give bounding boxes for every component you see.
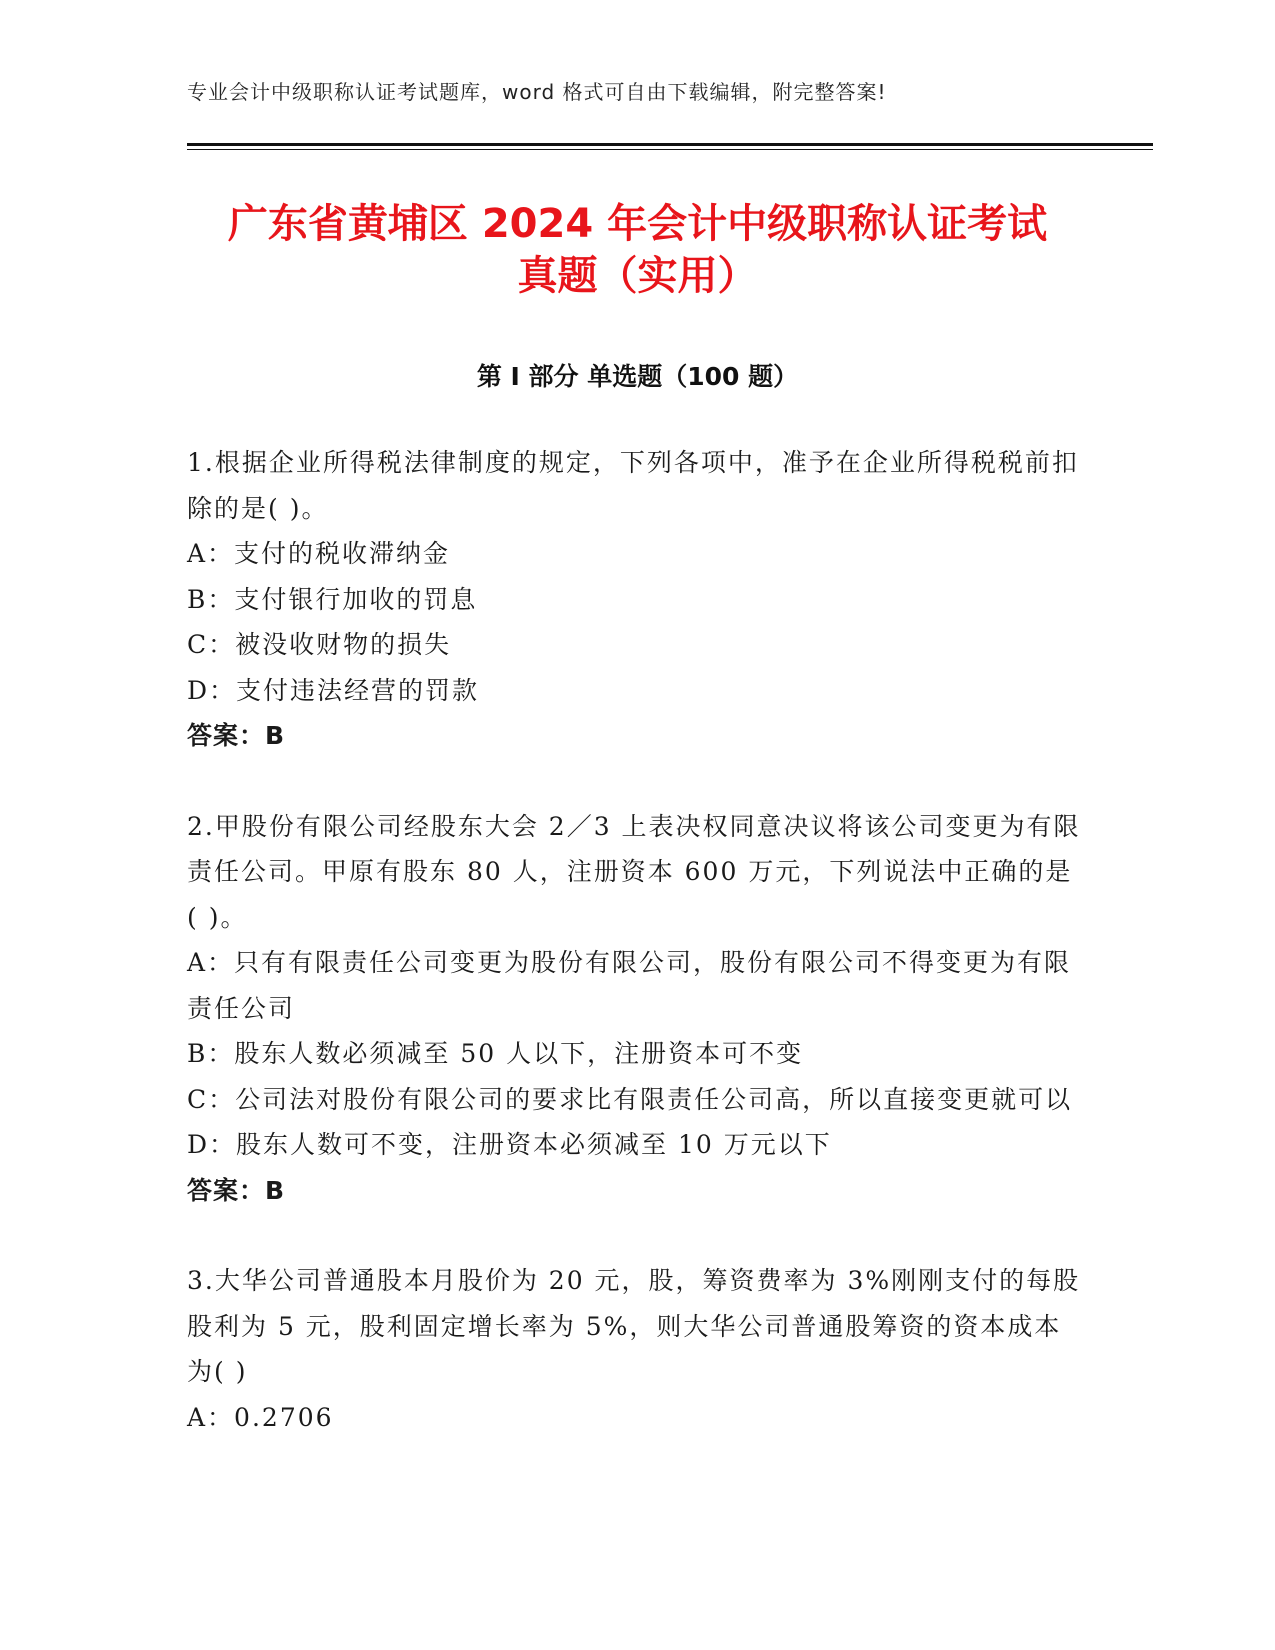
header-rule-thick xyxy=(187,143,1153,146)
title-line-2: 真题（实用） xyxy=(517,253,758,299)
answer: 答案：B xyxy=(187,721,286,750)
option-a: A：只有有限责任公司变更为股份有限公司，股份有限公司不得变更为有限责任公司 xyxy=(187,948,1072,1023)
option-b: B：支付银行加收的罚息 xyxy=(187,584,478,614)
option-c: C：公司法对股份有限公司的要求比有限责任公司高，所以直接变更就可以 xyxy=(187,1084,1073,1114)
option-d: D：股东人数可不变，注册资本必须减至 10 万元以下 xyxy=(187,1130,832,1159)
question-1 xyxy=(187,440,1082,759)
option-b: B：股东人数必须减至 50 人以下，注册资本可不变 xyxy=(187,1039,804,1068)
answer: 答案：B xyxy=(187,1175,286,1205)
header-note: 专业会计中级职称认证考试题库，word 格式可自由下载编辑，附完整答案! xyxy=(187,80,887,104)
question-stem: 2.甲股份有限公司经股东大会 2／3 上表决权同意决议将该公司变更为有限责任公司。甲原有股东 80 人，注册资本 600 万元，下列说法中正确的是( )。 xyxy=(187,811,1081,932)
option-c: C：被没收财物的损失 xyxy=(187,630,452,659)
title-line-1: 广东省黄埔区 2024 年会计中级职称认证考试 xyxy=(227,201,1048,247)
question-3 xyxy=(187,1258,1082,1440)
question-2 xyxy=(187,804,1082,1214)
section-heading: 第 I 部分 单选题（100 题） xyxy=(476,362,799,391)
question-list xyxy=(187,440,1082,1485)
option-a: A：支付的税收滞纳金 xyxy=(187,539,451,568)
header-rule-thin xyxy=(187,149,1153,150)
question-stem: 3.大华公司普通股本月股价为 20 元，股，筹资费率为 3%刚刚支付的每股股利为 5 元，股利固定增长率为 5%，则大华公司普通股筹资的资本成本为( ) xyxy=(187,1266,1081,1386)
question-stem: 1.根据企业所得税法律制度的规定，下列各项中，准予在企业所得税税前扣除的是( )。 xyxy=(187,448,1079,523)
option-d: D：支付违法经营的罚款 xyxy=(187,675,480,705)
document-title xyxy=(150,198,1125,302)
option-a: A：0.2706 xyxy=(187,1402,334,1432)
